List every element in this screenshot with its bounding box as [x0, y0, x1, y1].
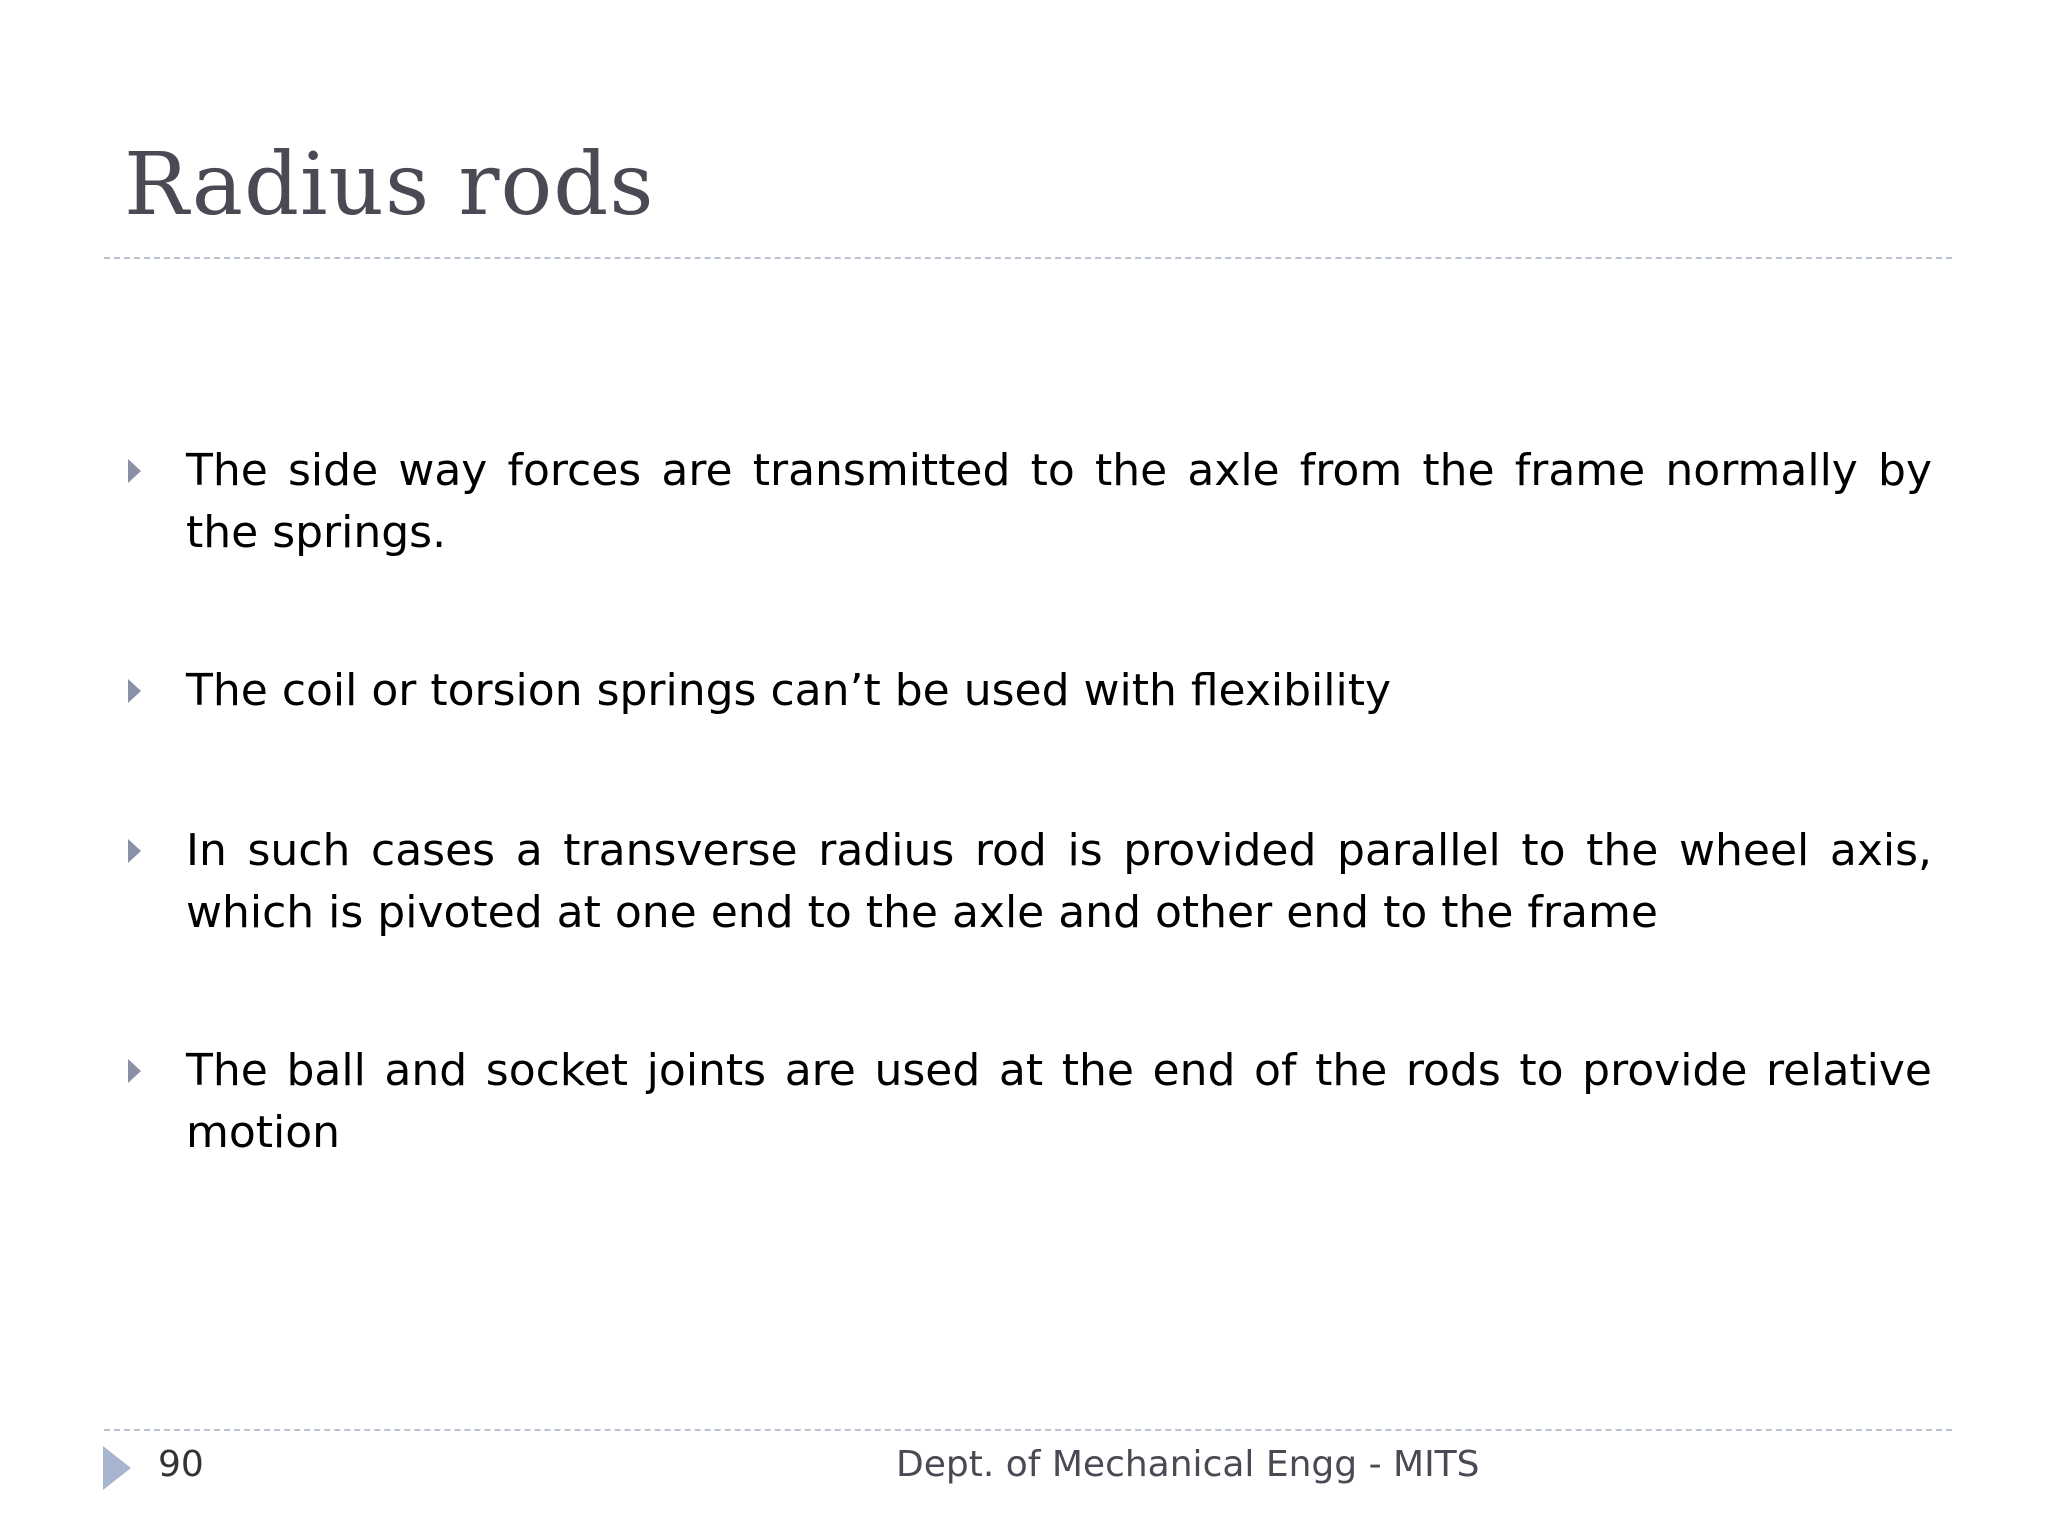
triangle-right-icon — [103, 1446, 131, 1490]
slide-title: Radius rods — [124, 135, 655, 235]
page-number: 90 — [158, 1444, 204, 1485]
bullet-text: The coil or torsion springs can’t be used with flexibility — [186, 665, 1392, 716]
footer-text: Dept. of Mechanical Engg - MITS — [896, 1444, 1480, 1485]
triangle-right-icon — [128, 679, 141, 703]
bullet-text: In such cases a transverse radius rod is provided parallel to the wheel axis, which is pivoted at one end to the axle and other end to the frame — [186, 825, 1932, 938]
triangle-right-icon — [128, 839, 141, 863]
triangle-right-icon — [128, 459, 141, 483]
footer-divider — [104, 1429, 1952, 1431]
bullet-text: The side way forces are transmitted to the axle from the frame normally by the springs. — [186, 445, 1932, 558]
bullet-text: The ball and socket joints are used at the end of the rods to provide relative motion — [186, 1045, 1932, 1158]
triangle-right-icon — [128, 1059, 141, 1083]
title-divider — [104, 257, 1952, 259]
